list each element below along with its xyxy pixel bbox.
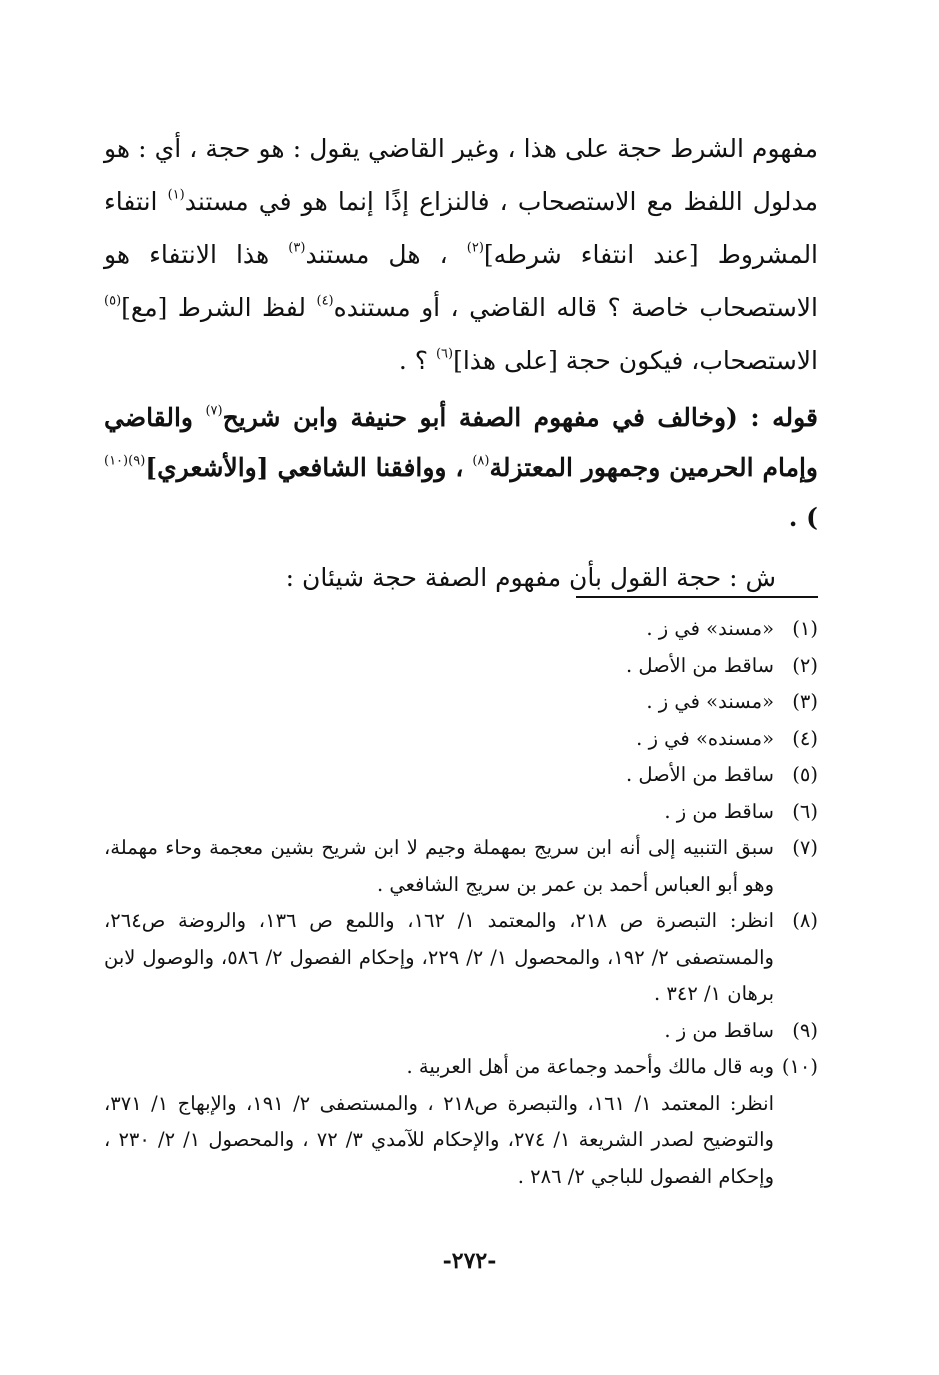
footnote-6 xyxy=(104,794,818,831)
footnote-ref-4[interactable]: (٤) xyxy=(316,293,334,309)
footnote-ref-6[interactable]: (٦) xyxy=(435,346,454,362)
footnote-10-references: انظر: المعتمد ١/ ١٦١، والتبصرة ص٢١٨ ، والمستصفى ٢/ ١٩١، والإبهاج ١/ ٣٧١، والتوضيح لصدر الشريعة ١/ ٢٧٤، والإحكام للآمدي ٣/ ٧٢ ، والمحصول ١/ ٢/ ٢٣٠ ، وإحكام الفصول للباجي ٢/ ٢٨٦ . xyxy=(104,1091,774,1188)
footnote-text: ساقط من ز . xyxy=(664,799,774,823)
footnote-text: «مسنده» في ز . xyxy=(636,726,774,750)
footnote-text: انظر: التبصرة ص ٢١٨، والمعتمد ١/ ١٦٢، واللمع ص ١٣٦، والروضة ص٢٦٤، والمستصفى ٢/ ١٩٢، والمحصول ١/ ٢/ ٢٢٩، وإحكام الفصول ٢/ ٥٨٦، والوصول لابن برهان ١/ ٣٤٢ . xyxy=(104,909,774,1005)
footnote-number: (٥) xyxy=(792,763,818,786)
footnote-8 xyxy=(104,903,818,1013)
footnotes-section xyxy=(104,611,818,1195)
footnote-5 xyxy=(104,757,818,794)
footnote-9 xyxy=(104,1013,818,1050)
footnote-10 xyxy=(104,1049,818,1086)
footnote-number: (٣) xyxy=(792,690,818,713)
footnote-ref-5[interactable]: (٥) xyxy=(104,293,122,309)
footnote-number: (٧) xyxy=(792,836,818,859)
footnote-text: ساقط من الأصل . xyxy=(625,763,774,786)
main-text xyxy=(104,122,818,604)
footnote-number: (١٠) xyxy=(781,1055,818,1078)
footnote-ref-3[interactable]: (٣) xyxy=(288,240,306,256)
footnote-ref-9[interactable]: (٩) xyxy=(128,453,146,469)
footnote-2 xyxy=(104,648,818,685)
footnote-text: وبه قال مالك وأحمد وجماعة من أهل العربية . xyxy=(406,1055,774,1078)
footnote-ref-2[interactable]: (٢) xyxy=(466,240,484,256)
footnote-number: (١) xyxy=(792,617,818,640)
footnote-4 xyxy=(104,721,818,758)
page-number: -٢٧٢- xyxy=(442,1248,497,1274)
footnote-number: (٩) xyxy=(792,1018,818,1042)
footnote-ref-8[interactable]: (٨) xyxy=(472,453,490,469)
footnote-ref-10[interactable]: (١٠) xyxy=(104,453,129,469)
footnote-text: سبق التنبيه إلى أنه ابن سريج بمهملة وجيم لا ابن شريح بشين معجمة وحاء مهملة، وهو أبو العباس أحمد بن عمر بن سريج الشافعي . xyxy=(104,836,774,896)
footnote-text: ساقط من ز . xyxy=(664,1018,774,1042)
footnote-text: «مسند» في ز . xyxy=(646,690,774,713)
paragraph-conditional-meaning: مفهوم الشرط حجة على هذا ، وغير القاضي يقول : هو حجة ، أي : هو مدلول اللفظ مع الاستصحاب ، فالنزاع إذًا إنما هو في مستند$^{(١)}$ انتفاء المشروط [عند انتفاء شرطه]$^{(٢)}$ ، هل مستند$^{(٣)}$ هذا الانتفاء هو الاستصحاب خاصة ؟ قاله القاضي ، أو مستنده$^{(٤)}$ لفظ الشرط [مع]$^{(٥)}$ الاستصحاب، فيكون حجة [على هذا]$^{(٦)}$ ؟ . xyxy=(104,134,819,375)
footnote-number: (٤) xyxy=(792,726,818,750)
footnote-1 xyxy=(104,611,818,648)
footnote-text: «مسند» في ز . xyxy=(646,617,774,640)
footnote-7 xyxy=(104,830,818,903)
footnote-text: ساقط من الأصل . xyxy=(625,653,774,677)
footnote-ref-1[interactable]: (١) xyxy=(167,187,185,203)
footnote-number: (٨) xyxy=(792,909,818,932)
paragraph-quoted-text: قوله : (وخالف في مفهوم الصفة أبو حنيفة وابن شريح$^{(٧)}$ والقاضي وإمام الحرمين وجمهور المعتزلة$^{(٨)}$ ، ووافقنا الشافعي [والأشعري]$^{(٩)(١٠)}$ ) . xyxy=(104,403,818,532)
footnote-separator xyxy=(576,596,818,598)
footnote-3 xyxy=(104,684,818,721)
footnote-ref-7[interactable]: (٧) xyxy=(205,403,223,419)
footnote-number: (٦) xyxy=(792,799,818,823)
footnote-number: (٢) xyxy=(792,653,818,677)
paragraph-commentary: ش : حجة القول بأن مفهوم الصفة حجة شيئان : xyxy=(285,563,776,592)
